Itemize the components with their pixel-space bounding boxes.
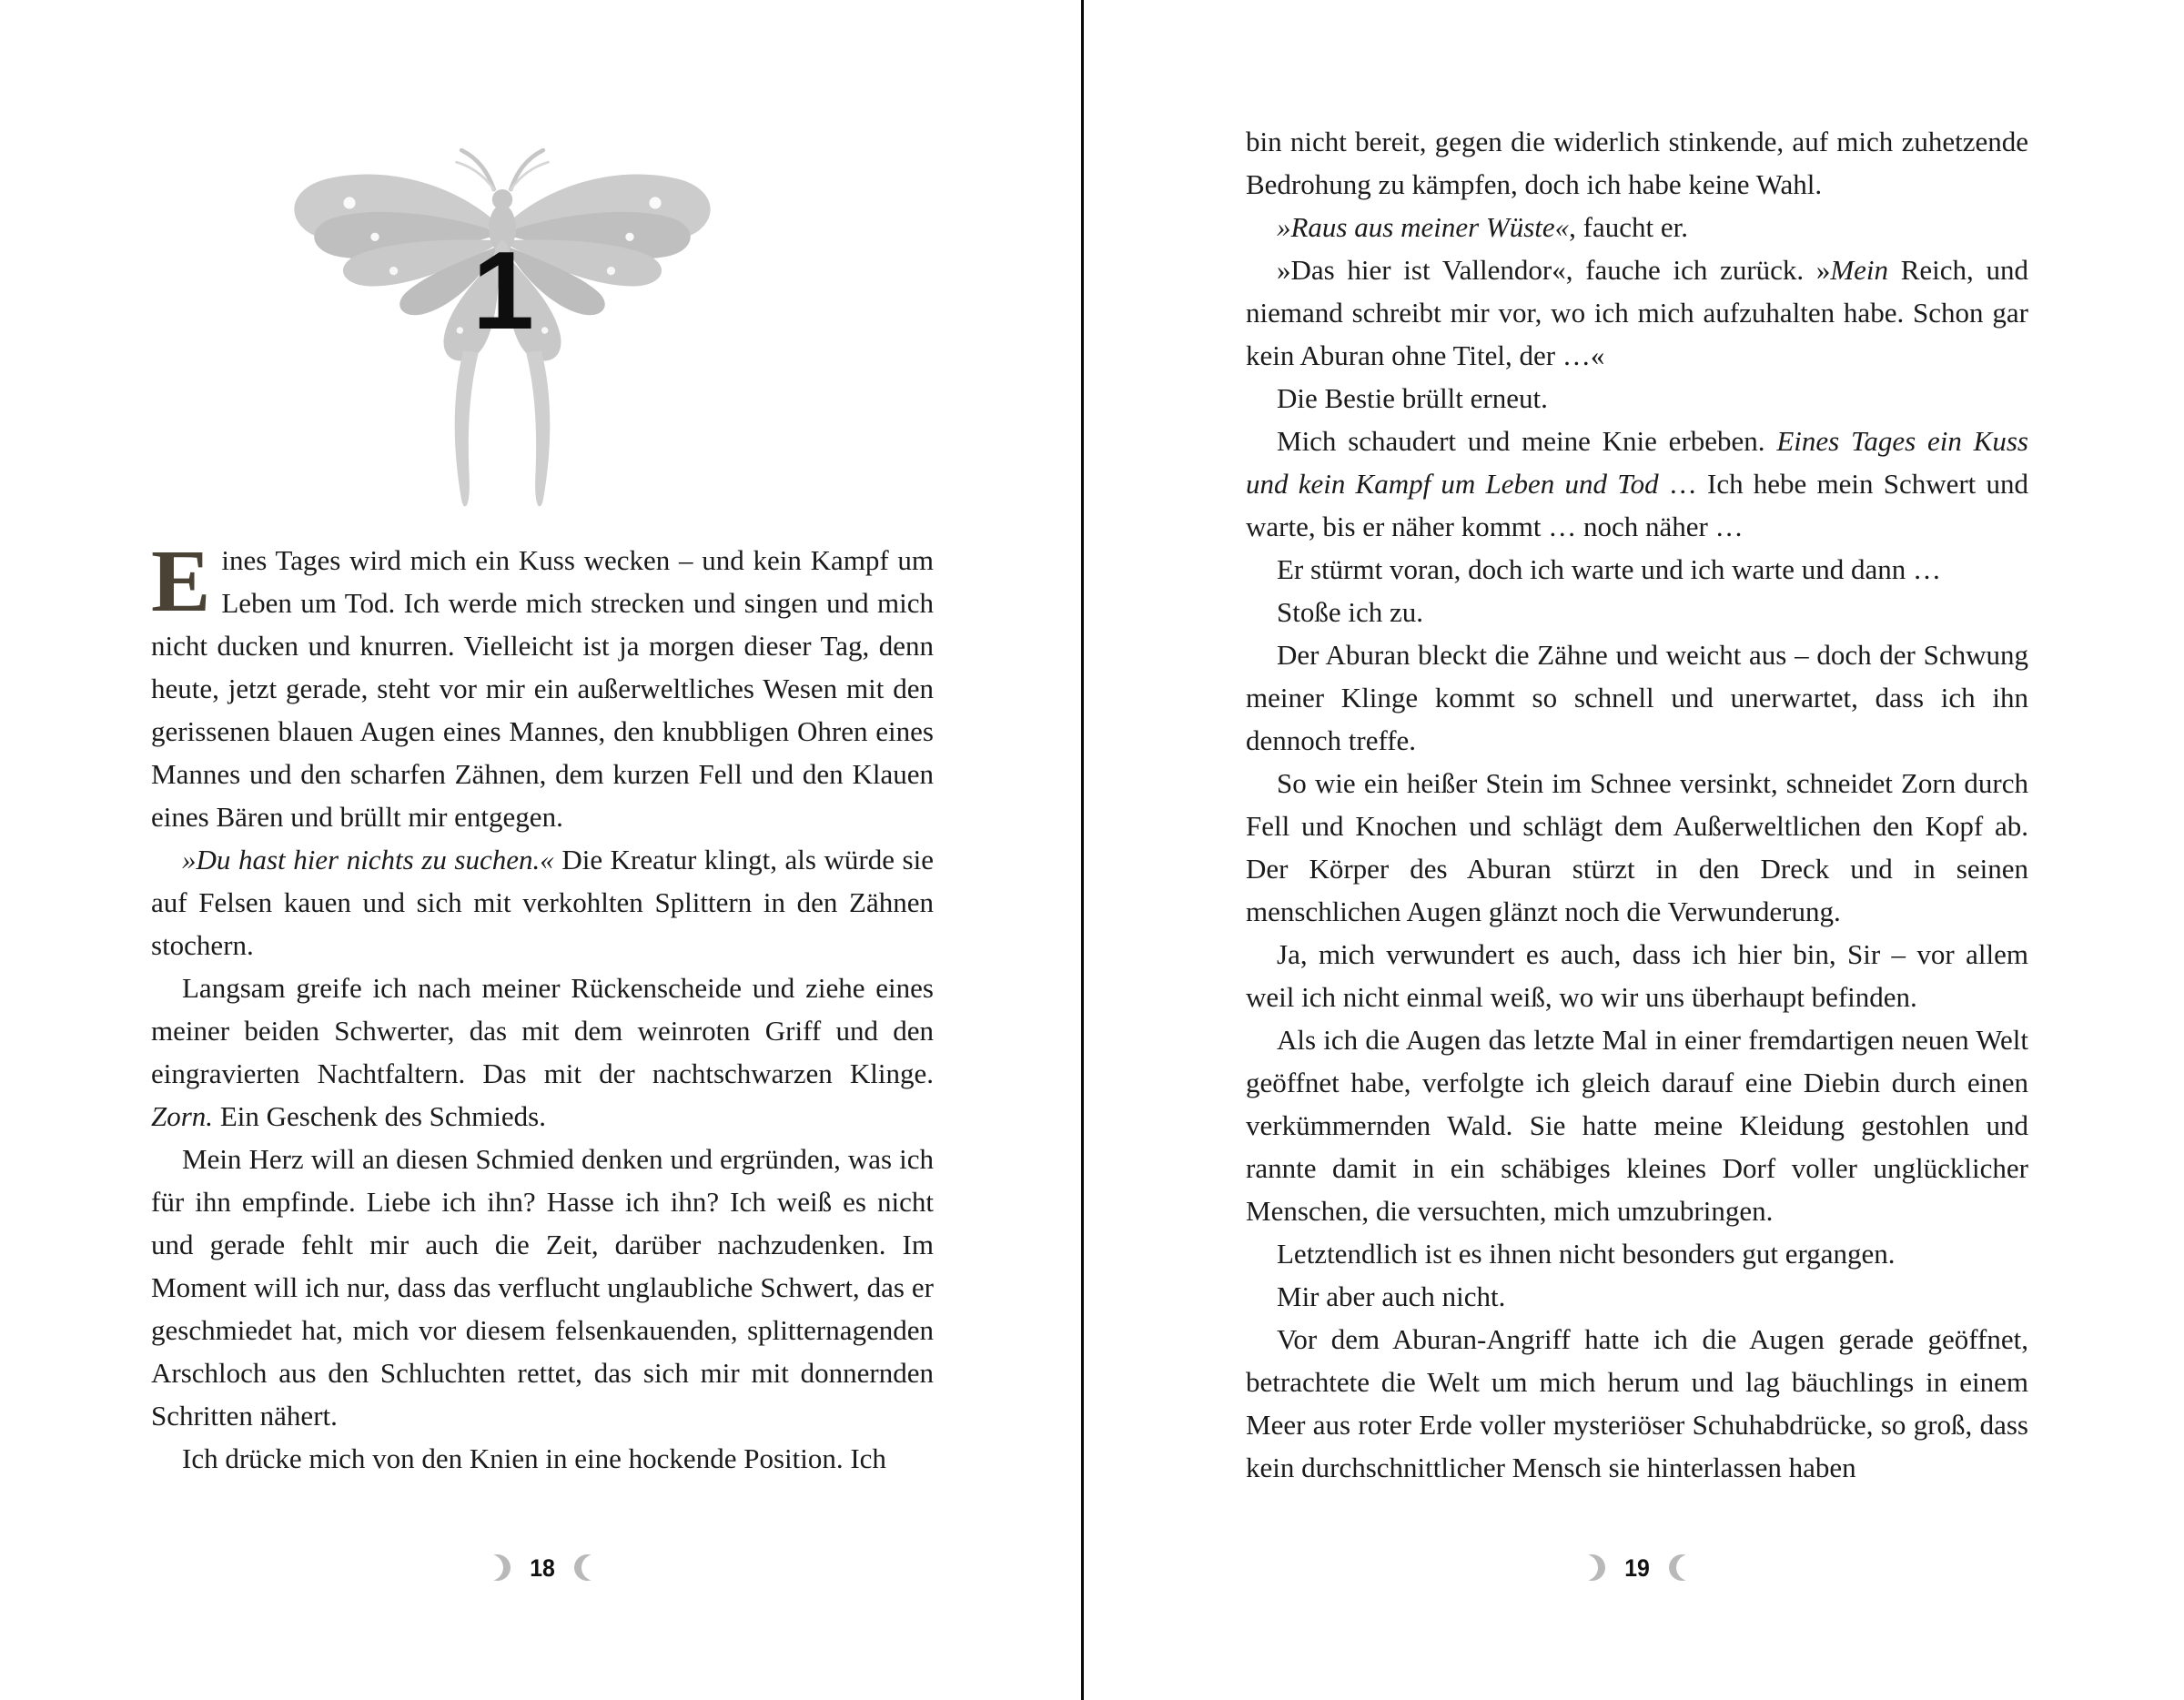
text-run: Ein Geschenk des Schmieds. — [213, 1100, 546, 1132]
paragraph — [151, 966, 934, 1138]
right-page — [1081, 0, 2184, 1700]
italic-text-run: »Du hast hier nichts zu suchen.« — [182, 844, 554, 875]
paragraph — [1246, 1318, 2028, 1489]
italic-text-run: »Raus aus meiner Wüste« — [1277, 211, 1570, 243]
italic-text-run: Mein — [1830, 254, 1889, 286]
text-run: Der Aburan bleckt die Zähne und weicht aus – doch der Schwung meiner Klinge kommt so schnell und unerwartet, dass ich ihn dennoch treffe. — [1246, 639, 2028, 756]
text-run: Mich schaudert und meine Knie erbeben. — [1277, 425, 1777, 457]
paragraph — [1246, 120, 2028, 206]
paragraph — [1246, 591, 2028, 633]
text-run: Ich drücke mich von den Knien in eine hockende Position. Ich — [182, 1442, 886, 1474]
right-page-text — [1246, 120, 2028, 1489]
paragraph — [1246, 1018, 2028, 1232]
left-page-footer — [151, 1553, 934, 1584]
text-run: ines Tages wird mich ein Kuss wecken – und kein Kampf um Leben um Tod. Ich werde mich strecken und singen und mich nicht ducken und knurren. Vielleicht ist ja morgen dieser Tag, denn heute, jetzt gerade, steht vor mir ein außerweltliches Wesen mit den gerissenen blauen Augen eines Mannes, den knubbligen Ohren eines Mannes und den scharfen Zähnen, dem kurzen Fell und den Klauen eines Bären und brüllt mir entgegen. — [151, 544, 934, 833]
paragraph — [1246, 420, 2028, 548]
paragraph — [151, 1437, 934, 1480]
text-run: Die Bestie brüllt erneut. — [1277, 382, 1548, 414]
text-run: Als ich die Augen das letzte Mal in einer fremdartigen neuen Welt geöffnet habe, verfolgte ich gleich darauf eine Diebin durch einen verkümmernden Wald. Sie hatte meine Kleidung gestohlen und rannte damit in ein schäbiges kleines Dorf voller unglücklicher Menschen, die versuchten, mich umzubringen. — [1246, 1024, 2028, 1227]
page-number: 18 — [530, 1553, 555, 1582]
paragraph — [1246, 1232, 2028, 1275]
paragraph — [1246, 762, 2028, 933]
italic-text-run: Zorn. — [151, 1100, 214, 1132]
text-run: Er stürmt voran, doch ich warte und ich warte und dann … — [1277, 553, 1942, 585]
text-run: , faucht er. — [1569, 211, 1688, 243]
page-number: 19 — [1624, 1553, 1650, 1582]
text-run: »Das hier ist Vallendor«, fauche ich zurück. » — [1277, 254, 1831, 286]
drop-cap: E — [151, 532, 211, 631]
text-run: Langsam greife ich nach meiner Rückenscheide und ziehe eines meiner beiden Schwerter, das mit dem weinroten Griff und den eingravierten Nachtfaltern. Das mit der nachtschwarzen Klinge. — [151, 972, 934, 1089]
text-run: Stoße ich zu. — [1277, 596, 1423, 628]
text-run: Vor dem Aburan-Angriff hatte ich die Augen gerade geöffnet, betrachtete die Welt um mich herum und lag bäuchlings in einem Meer aus roter Erde voller mysteriöser Schuhabdrücke, so groß, dass kein durchschnittlicher Mensch sie hinterlassen haben — [1246, 1323, 2028, 1483]
crescent-moon-icon — [574, 1553, 594, 1584]
left-page-text — [151, 532, 934, 1480]
crescent-moon-icon — [1585, 1553, 1605, 1584]
text-run: Die Kreatur klingt, als würde sie auf Felsen kauen und sich mit verkohlten Splittern in den Zähnen stochern. — [151, 844, 934, 961]
text-run: Reich, und niemand schreibt mir vor, wo ich mich aufzuhalten habe. Schon gar kein Aburan ohne Titel, der …« — [1246, 254, 2028, 371]
text-run: Letztendlich ist es ihnen nicht besonders gut ergangen. — [1277, 1238, 1896, 1270]
paragraph — [151, 532, 934, 838]
crescent-moon-icon — [1669, 1553, 1689, 1584]
italic-text-run: Eines Tages ein Kuss und kein Kampf um Leben und Tod — [1246, 425, 2028, 500]
text-run: Mein Herz will an diesen Schmied denken und ergründen, was ich für ihn empfinde. Liebe ich ihn? Hasse ich ihn? Ich weiß es nicht und gerade fehlt mir auch die Zeit, darüber nachzudenken. Im Moment will ich nur, dass das verflucht unglaubliche Schwert, das er geschmiedet hat, mich vor diesem felsenkauenden, splitternagenden Arschloch aus den Schluchten rettet, das sich mir mit donnernden Schritten nähert. — [151, 1143, 934, 1432]
paragraph — [1246, 1275, 2028, 1318]
right-page-footer — [1246, 1553, 2028, 1584]
crescent-moon-icon — [490, 1553, 511, 1584]
text-run: bin nicht bereit, gegen die widerlich stinkende, auf mich zuhetzende Bedrohung zu kämpfen, doch ich habe keine Wahl. — [1246, 126, 2028, 200]
paragraph — [1246, 248, 2028, 377]
paragraph — [1246, 206, 2028, 248]
text-run: So wie ein heißer Stein im Schnee versinkt, schneidet Zorn durch Fell und Knochen und schlägt dem Außerweltlichen den Kopf ab. Der Körper des Aburan stürzt in den Dreck und in seinen menschlichen Augen glänzt noch die Verwunderung. — [1246, 767, 2028, 927]
paragraph — [1246, 933, 2028, 1018]
chapter-number: 1 — [472, 228, 532, 352]
paragraph — [1246, 377, 2028, 420]
text-run: … Ich hebe mein Schwert und warte, bis er näher kommt … noch näher … — [1246, 468, 2028, 542]
text-run: Mir aber auch nicht. — [1277, 1280, 1506, 1312]
paragraph — [151, 838, 934, 966]
paragraph — [1246, 548, 2028, 591]
text-run: Ja, mich verwundert es auch, dass ich hier bin, Sir – vor allem weil ich nicht einmal weiß, wo wir uns überhaupt befinden. — [1246, 938, 2028, 1013]
left-page — [0, 0, 1081, 1700]
paragraph — [1246, 633, 2028, 762]
paragraph — [151, 1138, 934, 1437]
